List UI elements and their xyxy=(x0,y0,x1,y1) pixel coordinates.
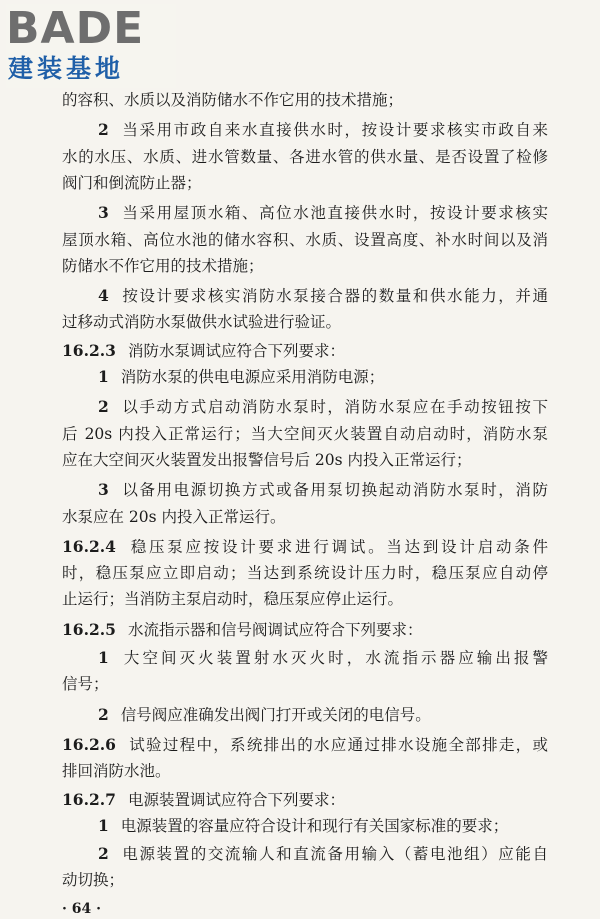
logo-subtitle: 建装基地 xyxy=(8,54,125,83)
text-line: 防储水不作它用的技术措施； xyxy=(62,256,264,275)
list-item-line: 2 信号阀应准确发出阀门打开或关闭的电信号。 xyxy=(98,704,431,724)
list-item-line: 1 消防水泵的供电电源应采用消防电源； xyxy=(98,367,385,386)
text-line: 后 20s 内投入正常运行；当大空间灭火装置自动启动时，消防水泵 xyxy=(62,424,548,443)
logo-wordmark: BADE xyxy=(6,3,145,54)
text-line: 水泵应在 20s 内投入正常运行。 xyxy=(62,507,286,526)
text-line: 的容积、水质以及消防储水不作它用的技术措施； xyxy=(62,91,404,109)
section-heading: 16.2.3 消防水泵调试应符合下列要求： xyxy=(62,340,345,360)
text-line: 过移动式消防水泵做供水试验进行验证。 xyxy=(62,313,342,332)
site-logo xyxy=(6,4,176,88)
section-heading: 16.2.4 稳压泵应按设计要求进行调试。当达到设计启动条件 xyxy=(62,536,548,556)
text-line: 阀门和倒流防止器； xyxy=(62,173,202,192)
list-item-line: 3 当采用屋顶水箱、高位水池直接供水时，按设计要求核实 xyxy=(98,203,548,223)
text-line: 动切换； xyxy=(62,871,125,890)
section-heading: 16.2.7 电源装置调试应符合下列要求： xyxy=(62,789,345,809)
list-item-line: 2 以手动方式启动消防水泵时，消防水泵应在手动按钮按下 xyxy=(98,397,548,417)
text-line: 时，稳压泵应立即启动；当达到系统设计压力时，稳压泵应自动停 xyxy=(62,564,548,583)
text-line: 排回消防水池。 xyxy=(62,762,171,781)
list-item-line: 1 大空间灭火装置射水灭火时，水流指示器应输出报警 xyxy=(98,648,548,667)
text-line: 应在大空间灭火装置发出报警信号后 20s 内投入正常运行； xyxy=(62,450,472,469)
text-line: 屋顶水箱、高位水池的储水容积、水质、设置高度、补水时间以及消 xyxy=(62,230,548,249)
page-number: · 64 · xyxy=(62,900,101,917)
text-line: 止运行；当消防主泵启动时，稳压泵应停止运行。 xyxy=(62,590,404,609)
list-item-line: 1 电源装置的容量应符合设计和现行有关国家标准的要求； xyxy=(98,815,509,835)
text-line: 水的水压、水质、进水管数量、各进水管的供水量、是否设置了检修 xyxy=(62,147,548,166)
list-item-line: 3 以备用电源切换方式或备用泵切换起动消防水泵时，消防 xyxy=(98,480,548,500)
list-item-line: 2 电源装置的交流输人和直流备用输入（蓄电池组）应能自 xyxy=(98,844,548,864)
list-item-line: 2 当采用市政自来水直接供水时，按设计要求核实市政自来 xyxy=(98,120,548,140)
section-heading: 16.2.5 水流指示器和信号阀调试应符合下列要求： xyxy=(62,619,423,639)
list-item-line: 4 按设计要求核实消防水泵接合器的数量和供水能力，并通 xyxy=(98,286,548,306)
section-heading: 16.2.6 试验过程中，系统排出的水应通过排水设施全部排走，或 xyxy=(62,734,548,754)
text-line: 信号； xyxy=(62,675,109,694)
